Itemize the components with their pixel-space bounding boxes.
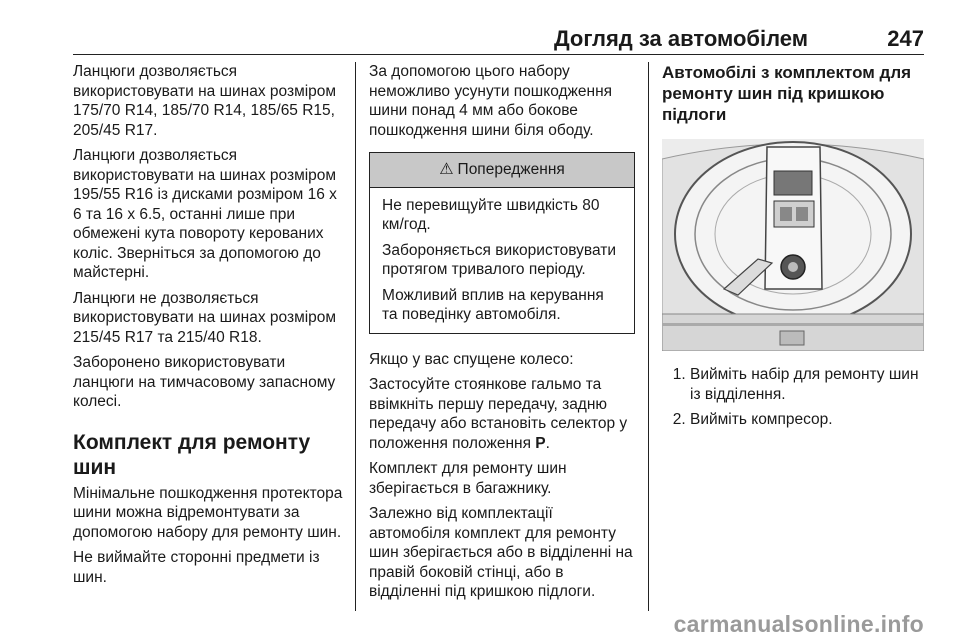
paragraph: Не виймайте сторонні предмети із шин.	[73, 549, 320, 586]
warning-text: Можливий вплив на керування та поведінку автомобіля.	[382, 286, 604, 323]
paragraph: Застосуйте стоянкове гальмо та ввімкніть першу передачу, задню передачу або встановіть селектор у положення положення P.	[369, 376, 628, 452]
warning-body	[370, 188, 634, 333]
paragraph: Якщо у вас спущене колесо:	[369, 350, 574, 368]
paragraph: Ланцюги не дозволяється використовувати на шинах розміром 215/45 R17 та 215/40 R18.	[73, 289, 337, 346]
section-heading: Автомобілі з комплектом для ремонту шин під кришкою підлоги	[662, 63, 912, 124]
list-item: 1. Вийміть набір для ремонту шин із відділення.	[690, 365, 924, 404]
warning-triangle-icon: ⚠	[439, 161, 454, 178]
page-title: Догляд за автомобілем	[553, 26, 808, 51]
paragraph: Заборонено використовувати ланцюги на тимчасовому запасному колесі.	[73, 354, 336, 410]
column-right	[662, 62, 924, 436]
steps-list	[662, 365, 924, 430]
page-number: 247	[887, 26, 924, 51]
trunk-floor-drawing	[662, 139, 924, 351]
column-divider	[648, 62, 649, 611]
paragraph: За допомогою цього набору неможливо усунути пошкодження шини понад 4 мм або бокове пошкодження шини біля ободу.	[369, 63, 613, 139]
warning-text: Забороняється використовувати протягом тривалого періоду.	[382, 241, 616, 278]
paragraph: Ланцюги дозволяється використовувати на шинах розміром 195/55 R16 із дисками розміром 16 x 6 та 16 x 6.5, останні лише при обмежені кута повороту керованих коліс. Зверніться за допомогою до майстерні.	[73, 147, 337, 281]
gear-position-label: P	[535, 434, 546, 452]
section-heading: Комплект для ремонту шин	[73, 430, 311, 479]
list-item: 2. Вийміть компресор.	[690, 410, 924, 430]
column-divider	[355, 62, 356, 611]
paragraph: Ланцюги дозволяється використовувати на шинах розміром 175/70 R14, 185/70 R14, 185/65 R15, 205/45 R17.	[73, 63, 337, 139]
column-middle	[369, 62, 635, 608]
header-divider	[73, 54, 924, 55]
paragraph: Мінімальне пошкодження протектора шини можна відремонтувати за допомогою набору для ремонту шин.	[73, 484, 343, 541]
column-left	[73, 62, 345, 593]
watermark: carmanualsonline.info	[673, 611, 924, 637]
paragraph: Залежно від комплектації автомобіля комплект для ремонту шин зберігається або в відділенні на правій боковій стінці, або в відділенні під кришкою підлоги.	[369, 505, 633, 600]
warning-title: Попередження	[457, 161, 565, 178]
warning-box	[369, 152, 635, 334]
tire-repair-kit-illustration	[662, 139, 924, 351]
paragraph: Комплект для ремонту шин зберігається в багажнику.	[369, 460, 567, 497]
warning-text: Не перевищуйте швидкість 80 км/год.	[382, 196, 600, 233]
warning-header	[370, 153, 634, 188]
